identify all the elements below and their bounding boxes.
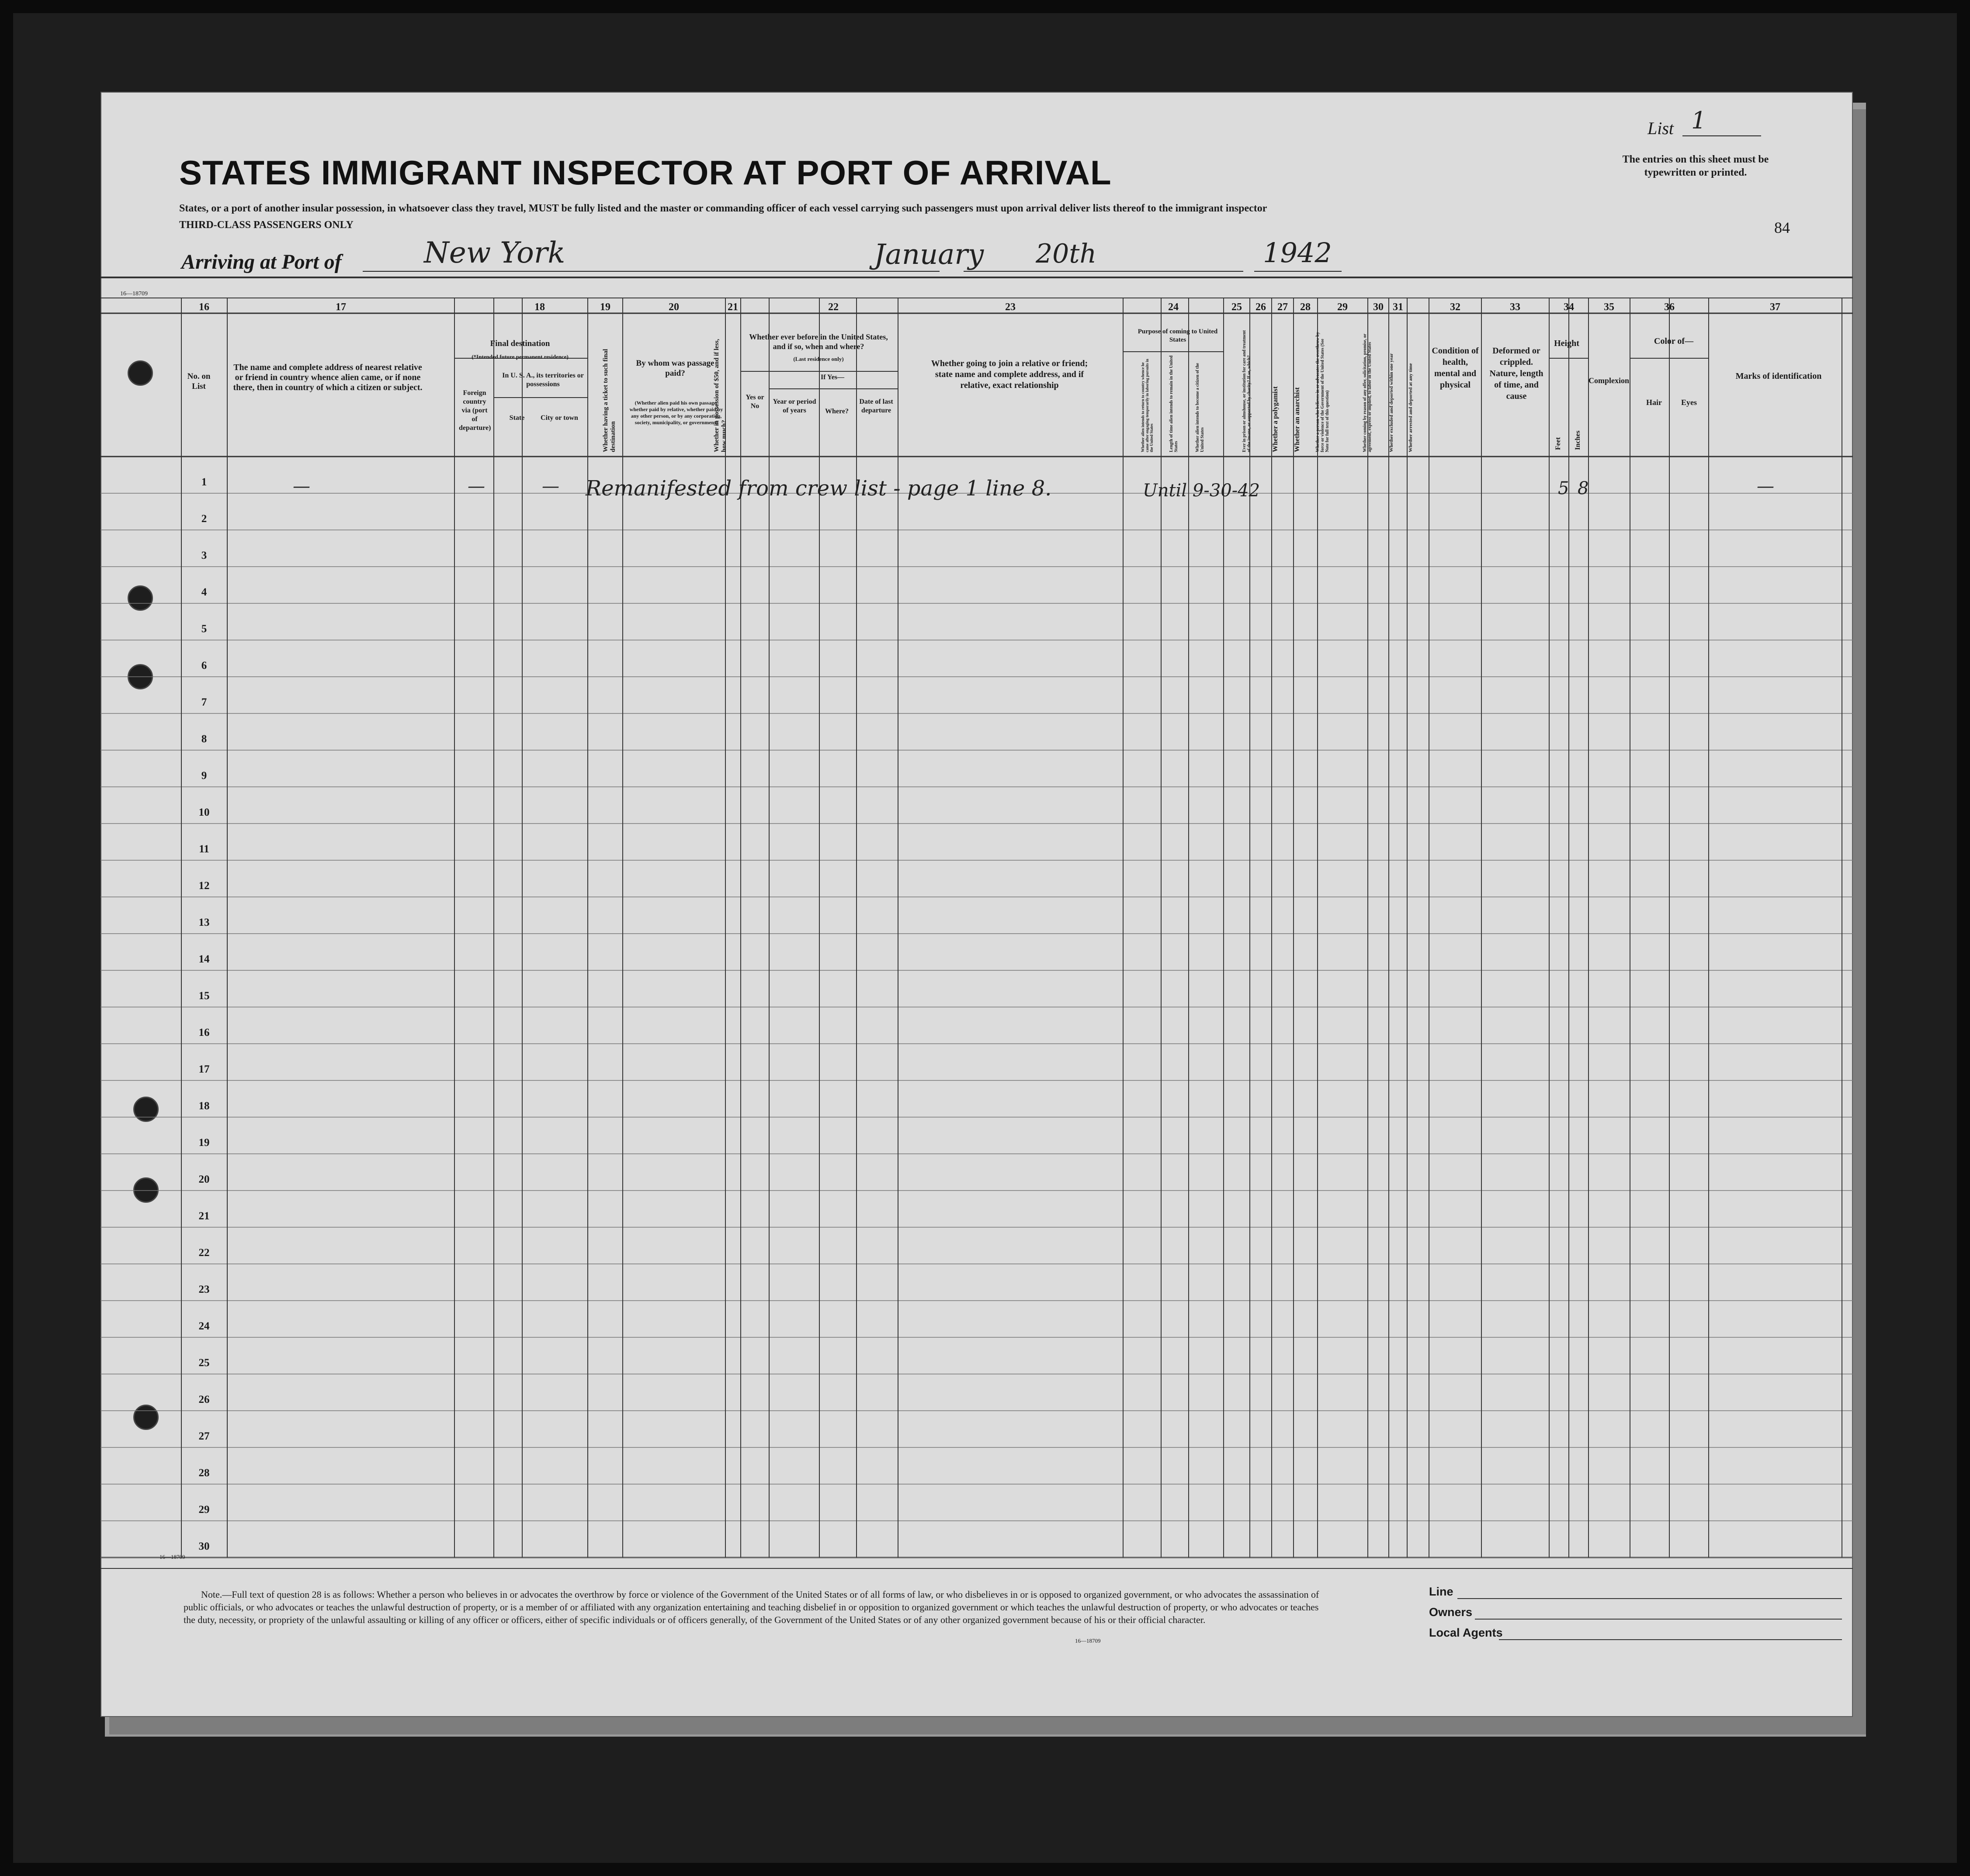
header-hair: Hair [1646,398,1662,407]
row-number: 30 [198,1540,210,1552]
typewritten-note: The entries on this sheet must be typewritten or printed. [1622,154,1769,178]
header-health: Condition of health, mental and physical [1432,346,1479,390]
column-number: 29 [1337,301,1348,313]
header-complexion: Complexion [1588,376,1630,385]
header-purpose: Purpose of coming to United States [1138,328,1218,343]
row-number: 24 [198,1320,210,1332]
header-foreign-country: Foreign country via (port of departure) [459,389,491,432]
row-number: 13 [198,917,210,928]
header-ticket: Whether having a ticket to such final destination [602,349,617,452]
column-number: 26 [1256,301,1266,313]
row-number: 12 [198,880,210,892]
year-underline [1254,271,1342,272]
header-city: City or town [541,414,578,422]
row-number: 26 [198,1394,210,1405]
row-number: 20 [198,1173,210,1185]
arrival-year: 1942 [1263,237,1332,269]
row-number: 1 [201,476,207,488]
header-where: Where? [825,408,849,415]
list-underline [1682,135,1761,136]
row-number: 18 [198,1100,210,1112]
row-number: 5 [201,623,207,635]
column-number: 37 [1770,301,1780,313]
header-date-departure: Date of last departure [859,398,893,414]
line-underline [1457,1598,1842,1599]
owners-label: Owners [1429,1606,1473,1619]
header-intends-return: Whether alien intends to return to country whence he came after engaging temporarily in laboring pursuits in the United States [1141,359,1154,452]
header-ever-before: Whether ever before in the United States, and if so, when and where? [749,332,888,351]
row-number: 23 [198,1284,210,1295]
row-number: 19 [198,1137,210,1149]
column-number: 36 [1664,301,1675,313]
line-label: Line [1429,1585,1453,1598]
header-final-destination: Final destination [490,339,550,348]
row1-relative: — [293,476,310,496]
list-label: List [1647,118,1674,138]
header-passage-paid: By whom was passage paid? [636,359,714,378]
header-feet: Feet [1554,437,1562,450]
row-number: 22 [198,1247,210,1259]
row-number: 2 [201,513,207,525]
column-number: 24 [1168,301,1179,313]
column-number: 25 [1231,301,1242,313]
row-number: 15 [198,990,210,1002]
column-number: 18 [534,301,545,313]
row1-feet: 5 [1558,478,1569,498]
header-become-citizen: Whether alien intends to become a citizen of the United States [1195,363,1205,452]
row1-marks: — [1757,476,1774,496]
port-value: New York [424,236,565,270]
header-state: State [509,414,525,422]
binder-hole [133,1097,159,1122]
form-number-bottom: 16—18709 [160,1554,185,1560]
header-deformed: Deformed or crippled. Nature, length of time, and cause [1489,346,1543,401]
column-number: 30 [1373,301,1384,313]
row-number: 17 [198,1063,210,1075]
binder-hole [128,360,153,386]
row-number: 29 [198,1504,210,1516]
column-number: 28 [1300,301,1311,313]
footer-note: Note.—Full text of question 28 is as follows: Whether a person who believes in or advocates the overthrow by force or violence of the Government of the United States or of all forms of law, or who disbelieves in or is opposed to organized government, or who advocates the assassination of public officials, or who advocates or teaches the unlawful destruction of property, or is a member of or affiliated with any organization entertaining and teaching disbelief in or opposition to organized government or which teaches the unlawful destruction of property, or who advocates or teaches the duty, necessity, or propriety of the unlawful assaulting or killing of any officer or officers, either of specific individuals or of officers generally, of the Government of the United States or of any other organized government because of his or their official character. [184,1589,1319,1625]
row-number: 10 [198,806,210,818]
form-number-top: 16—18709 [120,291,148,297]
row1-purpose: Until 9-30-42 [1143,481,1260,501]
header-polygamist: Whether a polygamist [1272,386,1279,452]
header-possession-50: Whether in possession of $50, and if less, how much? [713,339,728,452]
column-number: 19 [600,301,610,313]
row1-foreign-country: — [468,476,485,496]
footer-note-form-number: 16—18709 [1075,1637,1101,1644]
column-number: 17 [336,301,346,313]
row-number: 25 [198,1357,210,1369]
row-number: 4 [201,586,207,598]
date-underline [964,271,1243,272]
header-yes-or-no: Yes or No [746,394,764,410]
row1-city: — [542,476,559,496]
list-value: 1 [1691,107,1706,134]
header-marks: Marks of identification [1735,371,1822,381]
header-arrested: Whether arrested and deported at any time [1408,363,1413,452]
column-number: 27 [1277,301,1288,313]
arrival-month: January [874,239,984,271]
header-color-of: Color of— [1654,336,1694,346]
header-labor-offer: Whether coming by reason of any offer, solicitation, promise, or agreement, express or implied, to labor in the United States [1363,333,1372,452]
header-join-relative: Whether going to join a relative or friend; state name and complete address, and if relative, exact relationship [931,359,1088,390]
row-number: 6 [201,660,207,671]
header-height: Height [1554,339,1579,348]
row-number: 7 [201,696,207,708]
header-if-yes: If Yes— [820,374,845,381]
column-number: 16 [199,301,209,313]
local-agents-underline [1499,1639,1842,1640]
passenger-class: THIRD-CLASS PASSENGERS ONLY [179,219,354,231]
row1-remanifest-remark: Remanifested from crew list - page 1 line 8. [586,476,1052,501]
row-number: 21 [198,1210,210,1222]
binder-hole [133,1405,159,1430]
header-no-on-list: No. on List [187,372,211,391]
row-number: 28 [198,1467,210,1479]
header-in-usa: In U. S. A., its territories or possessions [502,372,584,388]
header-length-stay: Length of time alien intends to remain in the United States [1169,355,1179,452]
arriving-label: Arriving at Port of [181,250,342,273]
column-number: 22 [828,301,839,313]
row-number: 27 [198,1430,210,1442]
binder-hole [128,664,153,689]
header-years: Year or period of years [773,398,816,414]
column-number: 33 [1510,301,1520,313]
column-number: 35 [1604,301,1614,313]
owners-underline [1475,1619,1842,1620]
header-eyes: Eyes [1681,398,1697,407]
column-number: 31 [1393,301,1403,313]
row-number: 16 [198,1027,210,1038]
column-number: 20 [669,301,679,313]
binder-hole [133,1177,159,1203]
header-prison: Ever in prison or almshouse, or institution for care and treatment of the insane, or supported by charity? If so, which? [1242,330,1252,452]
sheet-number: 84 [1774,219,1790,236]
manifest-grid [101,92,1853,1717]
page-title: STATES IMMIGRANT INSPECTOR AT PORT OF ARRIVAL [179,153,1112,192]
row-number: 8 [201,733,207,745]
header-relative-address: The name and complete address of nearest relative or friend in country whence alien came, or if none there, then in country of which a citizen or subject. [233,363,423,392]
row-number: 11 [199,843,209,855]
row-number: 9 [201,770,207,782]
column-number: 23 [1005,301,1016,313]
header-final-destination-note: (*Intended future permanent residence) [472,353,569,360]
column-number: 32 [1450,301,1460,313]
header-overthrow: Whether a person who believes in or advocates the overthrow by force or violence of the Government of the United States (See Note for full text of this question) [1315,332,1330,452]
manifest-sheet [101,92,1853,1717]
page-subtitle: States, or a port of another insular possession, in whatsoever class they travel, MUST be fully listed and the master or commanding officer of each vessel carrying such passengers must upon arrival deliver lists thereof to the immigrant inspector [179,203,1267,214]
header-passage-paid-note: (Whether alien paid his own passage, whether paid by relative, whether paid by any other person, or by any corporation, society, municipality, or government) [629,400,723,426]
port-underline [363,271,940,272]
header-excluded: Whether excluded and deported within one year [1389,353,1394,452]
header-inches: Inches [1574,430,1582,450]
header-anarchist: Whether an anarchist [1294,387,1301,452]
binder-hole [128,585,153,611]
column-number: 21 [728,301,738,313]
row-number: 3 [201,550,207,561]
row1-inches: 8 [1578,478,1589,498]
arrival-day: 20th [1036,239,1097,269]
row-number: 14 [198,953,210,965]
column-number: 34 [1564,301,1574,313]
local-agents-label: Local Agents [1429,1626,1503,1639]
header-ever-before-note: (Last residence only) [793,356,844,362]
